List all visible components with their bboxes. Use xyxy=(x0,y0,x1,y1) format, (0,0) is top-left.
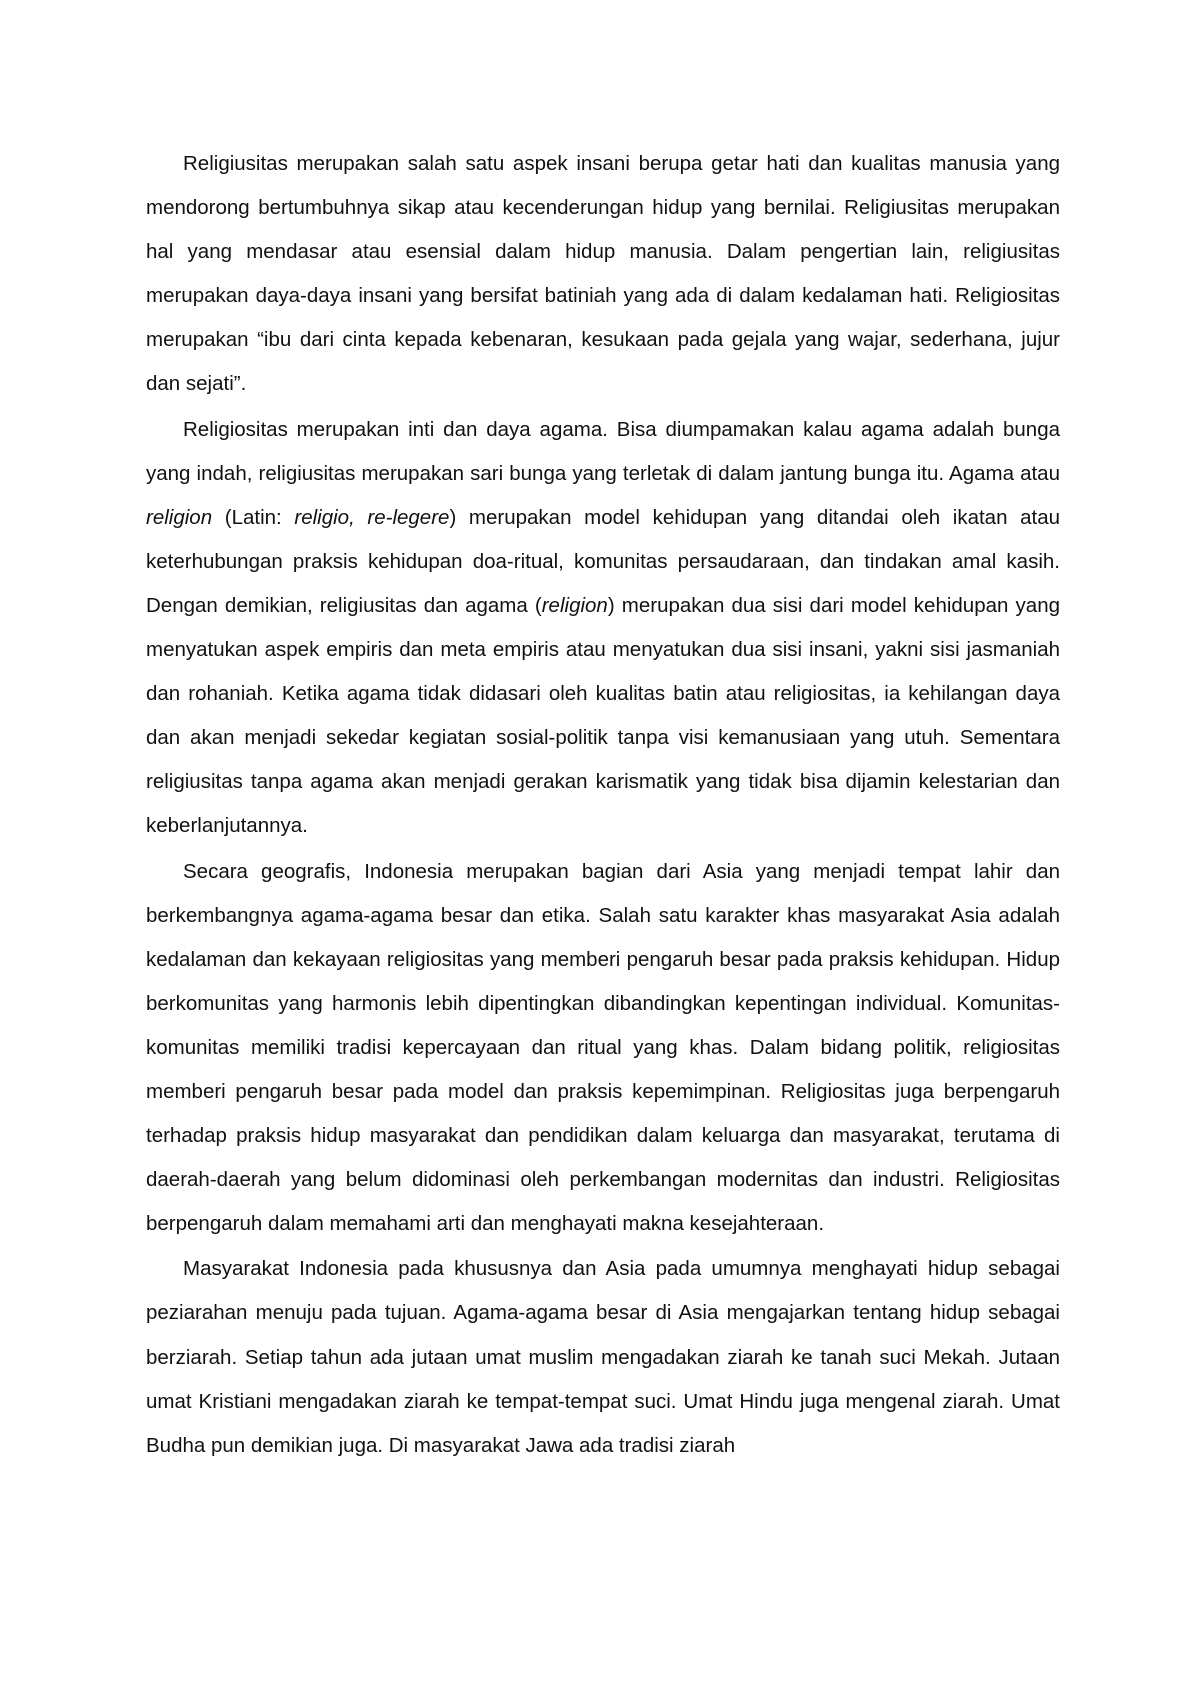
paragraph-1 xyxy=(146,142,1060,407)
paragraph-2 xyxy=(146,408,1060,849)
paragraph-4-text: Masyarakat Indonesia pada khususnya dan Asia pada umumnya menghayati hidup sebagai peziarahan menuju pada tujuan. Agama-agama besar di Asia mengajarkan tentang hidup sebagai berziarah. Setiap tahun ada jutaan umat muslim mengadakan ziarah ke tanah suci Mekah. Jutaan umat Kristiani mengadakan ziarah ke tempat-tempat suci. Umat Hindu juga mengenal ziarah. Umat Budha pun demikian juga. Di masyarakat Jawa ada tradisi ziarah xyxy=(146,1257,1060,1457)
paragraph-2-text-d: ) merupakan dua sisi dari model kehidupan yang menyatukan aspek empiris dan meta empiris atau menyatukan dua sisi insani, yakni sisi jasmaniah dan rohaniah. Ketika agama tidak didasari oleh kualitas batin atau religiositas, ia kehilangan daya dan akan menjadi sekedar kegiatan sosial-politik tanpa visi kemanusiaan yang utuh. Sementara religiusitas tanpa agama akan menjadi gerakan karismatik yang tidak bisa dijamin kelestarian dan keberlanjutannya. xyxy=(146,593,1060,838)
paragraph-3-text: Secara geografis, Indonesia merupakan bagian dari Asia yang menjadi tempat lahir dan berkembangnya agama-agama besar dan etika. Salah satu karakter khas masyarakat Asia adalah kedalaman dan kekayaan religiositas yang memberi pengaruh besar pada praksis kehidupan. Hidup berkomunitas yang harmonis lebih dipentingkan dibandingkan kepentingan individual. Komunitas-komunitas memiliki tradisi kepercayaan dan ritual yang khas. Dalam bidang politik, religiositas memberi pengaruh besar pada model dan praksis kepemimpinan. Religiositas juga berpengaruh terhadap praksis hidup masyarakat dan pendidikan dalam keluarga dan masyarakat, terutama di daerah-daerah yang belum didominasi oleh perkembangan modernitas dan industri. Religiositas berpengaruh dalam memahami arti dan menghayati makna kesejahteraan. xyxy=(146,859,1060,1236)
paragraph-3 xyxy=(146,850,1060,1247)
paragraph-2-text-c: ) merupakan model kehidupan yang ditandai oleh ikatan atau keterhubungan praksis kehidupan doa-ritual, komunitas persaudaraan, dan tindakan amal kasih. Dengan demikian, religiusitas dan agama ( xyxy=(146,505,1061,617)
italic-term-latin: religio, re-legere xyxy=(294,505,450,529)
italic-term-religion-2: religion xyxy=(541,593,608,617)
paragraph-2-text-a: Religiositas merupakan inti dan daya agama. Bisa diumpamakan kalau agama adalah bunga yang indah, religiusitas merupakan sari bunga yang terletak di dalam jantung bunga itu. Agama atau xyxy=(146,417,1060,485)
document-body xyxy=(146,142,1060,1468)
italic-term-religion: religion xyxy=(146,505,213,529)
paragraph-2-text-b: (Latin: xyxy=(212,505,295,529)
paragraph-4 xyxy=(146,1247,1060,1467)
paragraph-1-text: Religiusitas merupakan salah satu aspek insani berupa getar hati dan kualitas manusia yang mendorong bertumbuhnya sikap atau kecenderungan hidup yang bernilai. Religiusitas merupakan hal yang mendasar atau esensial dalam hidup manusia. Dalam pengertian lain, religiusitas merupakan daya-daya insani yang bersifat batiniah yang ada di dalam kedalaman hati. Religiositas merupakan “ibu dari cinta kepada kebenaran, kesukaan pada gejala yang wajar, sederhana, jujur dan sejati”. xyxy=(146,152,1060,396)
